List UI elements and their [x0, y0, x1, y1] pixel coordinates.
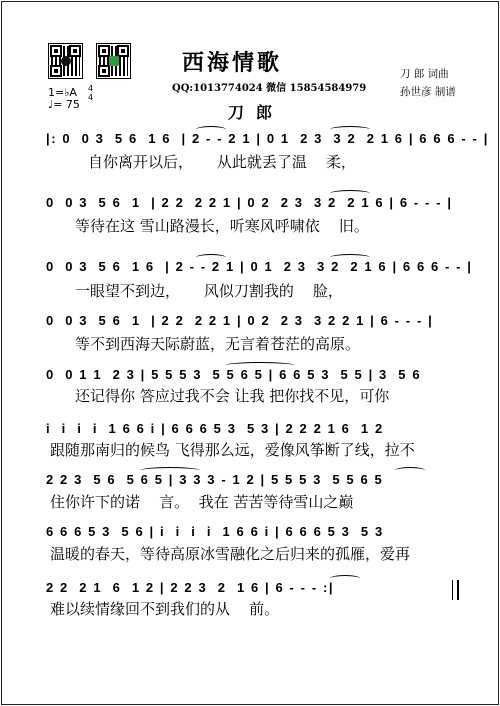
slur-mark	[330, 126, 370, 133]
notation-line: 0 0 3 5 6 1 | 2 2 2 2 1 | 0 2 2 3 3 2 2 1 | 6 - - - |	[46, 313, 434, 328]
notation-line: 0 0 1 1 2 3 | 5 5 5 3 5 5 6 5 | 6 6 5 3 5 5 | 3 5 6	[46, 367, 422, 382]
notation-line: 0 0 3 5 6 1 | 2 2 2 2 1 | 0 2 2 3 3 2 2 1 6 | 6 - - - |	[46, 195, 453, 210]
time-signature: 4 4	[88, 84, 94, 102]
slur-mark	[225, 362, 295, 369]
qq-qr-code-icon	[48, 43, 83, 79]
notation-line: |: 0 0 3 5 6 1 6 | 2 - - 2 1 | 0 1 2 3 3 2 2 1 6 | 6 6 6 - - |	[46, 131, 489, 146]
lyric-line: 等待在这 雪山路漫长，听寒风呼啸依 旧。	[75, 217, 369, 235]
contact-info: QQ:1013774024 微信 15854584979	[172, 83, 367, 94]
slur-mark	[196, 126, 226, 133]
slur-mark	[395, 467, 425, 474]
notation-line: 2 2 2 1 6 1 2 | 2 2 3 2 1 6 | 6 - - - :|	[46, 580, 335, 595]
final-repeat-barline	[452, 580, 459, 600]
key-signature: 1=♭A	[48, 86, 77, 99]
notation-line: i i i i 1 6 6 i | 6 6 6 5 3 5 3 | 2 2 2 1 6 1 2	[46, 421, 384, 436]
song-title: 西海情歌	[182, 50, 283, 76]
tempo-marking: ♩= 75	[48, 98, 80, 111]
transcriber-credit: 孙世彦 制谱	[400, 86, 456, 98]
lyric-line: 温暖的春天，等待高原冰雪融化之后归来的孤雁，爱再	[50, 545, 411, 563]
slur-mark	[196, 254, 226, 261]
lyric-line: 跟随那南归的候鸟 飞得那么远，爱像风筝断了线，拉不	[50, 441, 415, 459]
lyric-line: 难以续情缘回不到我们的从 前。	[50, 600, 280, 618]
slur-mark	[330, 575, 360, 582]
notation-line: 2 2 3 5 6 5 6 5 | 3 3 3 - 1 2 | 5 5 5 3 5 5 6 5	[46, 472, 384, 487]
slur-mark	[330, 190, 370, 197]
slur-mark	[140, 467, 200, 474]
lyric-line: 住你许下的诺 言。 我在 苦苦等待雪山之巅	[50, 493, 354, 511]
lyricist-credit: 刀 郎 词曲	[400, 68, 449, 80]
singer-name: 刀郎	[228, 103, 285, 122]
notation-line: 0 0 3 5 6 1 6 | 2 - - 2 1 | 0 1 2 3 3 2 2 1 6 | 6 6 6 - - |	[46, 259, 473, 274]
slur-mark	[330, 254, 370, 261]
notation-line: 6 6 6 5 3 5 6 | i i i i 1 6 6 i | 6 6 6 5 3 5 3	[46, 524, 384, 539]
wechat-qr-code-icon	[96, 43, 131, 79]
lyric-line: 自你离开以后， 从此就丢了温 柔，	[88, 153, 356, 171]
lyric-line: 一眼望不到边， 风似刀割我的 脸，	[75, 282, 343, 300]
lyric-line: 等不到西海天际蔚蓝，无言着苍茫的高原。	[75, 335, 361, 353]
lyric-line: 还记得你 答应过我不会 让我 把你找不见，可你	[75, 387, 390, 405]
